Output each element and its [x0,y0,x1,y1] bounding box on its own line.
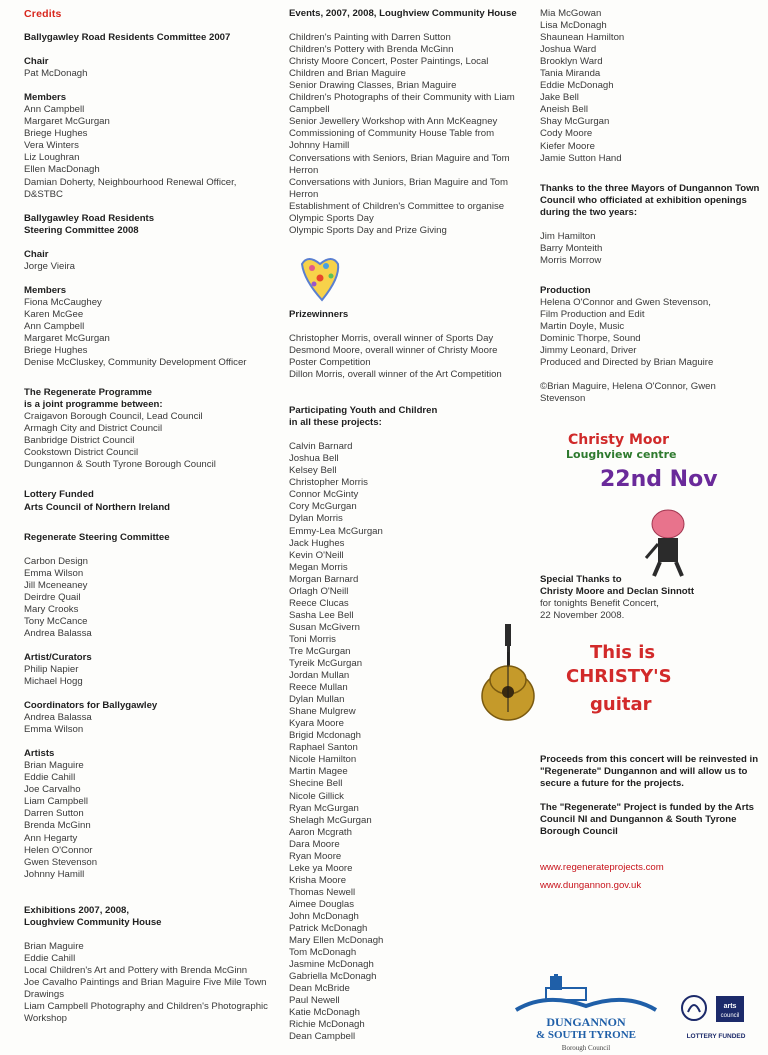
list-item: Morgan Barnard [289,573,359,585]
list-item: Cory McGurgan [289,501,357,513]
guitar-caption-2: CHRISTY'S [566,666,672,687]
members-list [24,104,270,200]
list-item: Eddie Cahill [24,772,76,784]
list-item: Children's Pottery with Brenda McGinn [289,44,454,56]
list-item: Jill Mceneaney [24,579,88,591]
steering-heading-1: Ballygawley Road Residents [24,212,155,224]
list-item: Joe Carvalho [24,784,81,796]
list-item: Desmond Moore, overall winner of Christy Moore Poster Competition [289,344,498,368]
list-item: Shecine Bell [289,778,343,790]
list-item: Dillon Morris, overall winner of the Art Competition [289,369,502,381]
chair-name: Pat McDonagh [24,68,88,80]
list-item: Produced and Directed by Brian Maguire [540,357,714,369]
list-item: Darren Sutton [24,808,84,820]
copyright-text: ©Brian Maguire, Helena O'Connor, Gwen Stevenson [540,381,716,405]
special-thanks-block [540,574,762,622]
artist-curators-heading: Artist/Curators [24,651,92,663]
list-item: Paul Newell [289,995,340,1007]
members-label: Members [24,92,67,104]
list-item: Children's Painting with Darren Sutton [289,32,451,44]
list-item: Deirdre Quail [24,591,81,603]
list-item: Local Children's Art and Pottery with Brenda McGinn [24,964,248,976]
list-item: Calvin Barnard [289,441,353,453]
members2-list [24,297,270,369]
list-item: Craigavon Borough Council, Lead Council [24,411,203,423]
credits-heading: Credits [24,8,62,20]
list-item: Nicole Gillick [289,790,344,802]
lottery-arts-council-logo [678,990,754,1044]
list-item: Christy Moore Concert, Poster Paintings, Local Children and Brian Maguire [289,56,489,80]
list-item: Emma Wilson [24,567,84,579]
dungannon-text: DUNGANNON [546,1015,626,1029]
list-item: Olympic Sports Day and Prize Giving [289,224,447,236]
list-item: Ellen MacDonagh [24,164,100,176]
list-item: Film Production and Edit [540,308,645,320]
list-item: Jamie Sutton Hand [540,152,622,164]
list-item: Christopher Morris [289,477,368,489]
regen-steering-list [24,556,270,640]
list-item: Liz Loughran [24,152,80,164]
list-item: Liam Campbell Photography and Children's Photographic Workshop [24,1001,268,1025]
list-item: Dean McBride [289,983,350,995]
column-right [540,8,762,405]
list-item: Margaret McGurgan [24,332,110,344]
artist-curators-list [24,664,270,688]
list-item: Commissioning of Community House Table from Johnny Hamill [289,128,495,152]
list-item: Lisa McDonagh [540,20,607,32]
list-item: Richie McDonagh [289,1019,365,1031]
list-item: Joshua Bell [289,453,339,465]
list-item: Dylan Morris [289,513,343,525]
list-item: Jimmy Leonard, Driver [540,345,637,357]
list-item: Martin Doyle, Music [540,321,625,333]
list-item: Ryan Moore [289,850,342,862]
list-item: Patrick McDonagh [289,923,368,935]
list-item: Vera Winters [24,140,79,152]
list-item: Kelsey Bell [289,465,337,477]
list-item: Damian Doherty, Neighbourhood Renewal Officer, D&STBC [24,176,237,200]
special-thanks-heading-2: Christy Moore and Declan Sinnott [540,586,695,598]
dungannon-link[interactable]: www.dungannon.gov.uk [540,880,642,892]
concert-poster-drawing [560,428,768,500]
arts-text: arts [723,1003,737,1010]
list-item: Jasmine McDonagh [289,959,374,971]
guitar-caption-3: guitar [590,694,652,715]
prizewinners-heading: Prizewinners [289,308,349,320]
chair2-label: Chair [24,248,49,260]
list-item: Jordan Mullan [289,670,350,682]
proceeds-text: Proceeds from this concert will be reinvested in "Regenerate" Dungannon and will allow us to secure a future for the projects. [540,754,759,790]
exhibitions-heading-1: Exhibitions 2007, 2008, [24,904,130,916]
list-item: Reece Clucas [289,597,349,609]
poster-line-2: Loughview centre [566,448,677,461]
list-item: Mary Ellen McDonagh [289,935,384,947]
list-item: Shaunean Hamilton [540,32,625,44]
list-item: Establishment of Children's Committee to organise Olympic Sports Day [289,200,505,224]
regenerate-link[interactable]: www.regenerateprojects.com [540,862,664,874]
list-item: Katie McDonagh [289,1007,360,1019]
list-item: Shane Mulgrew [289,706,356,718]
list-item: Tyreik McGurgan [289,658,363,670]
south-tyrone-text: & SOUTH TYRONE [535,1029,637,1041]
list-item: Gwen Stevenson [24,856,98,868]
list-item: Thomas Newell [289,886,356,898]
list-item: Kyara Moore [289,718,344,730]
programme-heading-2: is a joint programme between: [24,399,163,411]
production-heading: Production [540,284,591,296]
list-item: Helen O'Connor [24,844,93,856]
list-item: Jack Hughes [289,537,345,549]
coordinators-heading: Coordinators for Ballygawley [24,700,158,712]
list-item: Helena O'Connor and Gwen Stevenson, [540,296,711,308]
list-item: Aaron Mcgrath [289,826,352,838]
list-item: Christopher Morris, overall winner of Sports Day [289,332,494,344]
exhibitions-list [24,941,270,1025]
funded-text: The "Regenerate" Project is funded by the Arts Council NI and Dungannon & South Tyrone Borough Council [540,802,754,838]
list-item: Tony McCance [24,615,88,627]
list-item: Toni Morris [289,633,336,645]
events-heading: Events, 2007, 2008, Loughview Community House [289,8,517,19]
list-item: Dominic Thorpe, Sound [540,333,641,345]
list-item: Ann Campbell [24,104,85,116]
chair-label: Chair [24,56,49,68]
special-thanks-text-2: 22 November 2008. [540,610,625,622]
list-item: Jim Hamilton [540,230,596,242]
list-item: Brenda McGinn [24,820,91,832]
production-list [540,297,762,369]
list-item: Brooklyn Ward [540,56,603,68]
list-item: Brian Maguire [24,760,84,772]
regen-steering-heading: Regenerate Steering Committee [24,531,170,543]
list-item: Aneish Bell [540,104,588,116]
chair2-name: Jorge Vieira [24,260,76,272]
list-item: Jake Bell [540,92,579,104]
list-item: Banbridge District Council [24,435,135,447]
list-item: Michael Hogg [24,676,83,688]
list-item: Ryan McGurgan [289,802,359,814]
list-item: Senior Drawing Classes, Brian Maguire [289,80,457,92]
mayors-heading: Thanks to the three Mayors of Dungannon Town Council who officiated at exhibition openings during the two years: [540,182,760,218]
list-item: Philip Napier [24,663,79,675]
list-item: Briege Hughes [24,128,88,140]
list-item: Kevin O'Neill [289,549,344,561]
list-item: Mary Crooks [24,603,79,615]
artists-heading: Artists [24,748,55,760]
list-item: Reece Mullan [289,682,348,694]
list-item: Emma Wilson [24,724,84,736]
heart-drawing-icon [298,256,342,304]
list-item: Liam Campbell [24,796,88,808]
poster-line-3: 22nd Nov [600,467,718,492]
events-list [289,32,525,237]
poster-line-1: Christy Moor [568,432,670,448]
guitar-caption-1: This is [590,642,656,663]
list-item: Shelagh McGurgan [289,814,372,826]
list-item: Cookstown District Council [24,447,139,459]
list-item: Tom McDonagh [289,947,357,959]
list-item: Joe Cavalho Paintings and Brian Maguire Five Mile Town Drawings [24,976,267,1000]
list-item: Leke ya Moore [289,862,353,874]
list-item: Megan Morris [289,561,348,573]
column-left [24,8,270,1025]
coordinators-list [24,712,270,736]
council-text: council [720,1013,740,1019]
lottery-heading-1: Lottery Funded [24,489,94,501]
list-item: Krisha Moore [289,874,347,886]
lottery-heading-2: Arts Council of Northern Ireland [24,501,171,513]
list-item: Martin Magee [289,766,348,778]
special-thanks-heading-1: Special Thanks to [540,574,622,585]
guitar-drawing-icon [472,622,544,722]
list-item: Emmy-Lea McGurgan [289,525,383,537]
exhibitions-heading-2: Loughview Community House [24,916,162,928]
list-item: Eddie Cahill [24,952,76,964]
list-item: Nicole Hamilton [289,754,357,766]
lottery-funded-text: LOTTERY FUNDED [686,1033,746,1040]
list-item: Orlagh O'Neill [289,585,349,597]
list-item: Dungannon & South Tyrone Borough Council [24,459,216,471]
list-item: Joshua Ward [540,44,597,56]
proceeds-block [540,754,762,892]
dungannon-council-logo [506,970,666,1054]
list-item: Karen McGee [24,308,84,320]
list-item: Conversations with Seniors, Brian Maguire and Tom Herron [289,152,510,176]
list-item: Armagh City and District Council [24,423,163,435]
list-item: Senior Jewellery Workshop with Ann McKeagney [289,116,498,128]
special-thanks-text-1: for tonights Benefit Concert, [540,598,659,610]
christy-figure-drawing [640,508,692,580]
list-item: Cody Moore [540,128,593,140]
prizewinners-list [289,333,525,381]
list-item: Fiona McCaughey [24,296,102,308]
list-item: Dara Moore [289,838,340,850]
residents-committee-heading: Ballygawley Road Residents Committee 2007 [24,32,231,44]
list-item: Dean Campbell [289,1031,356,1043]
list-item: Kiefer Moore [540,140,595,152]
list-item: Connor McGinty [289,489,359,501]
artists-list [24,760,270,880]
list-item: Sasha Lee Bell [289,609,354,621]
list-item: Andrea Balassa [24,712,92,724]
list-item: Eddie McDonagh [540,80,614,92]
list-item: Johnny Hamill [24,868,85,880]
list-item: Briege Hughes [24,345,88,357]
list-item: Aimee Douglas [289,898,355,910]
list-item: Gabriella McDonagh [289,971,377,983]
list-item: Shay McGurgan [540,116,610,128]
list-item: Barry Monteith [540,242,603,254]
list-item: Tania Miranda [540,68,601,80]
councils-list [24,411,270,471]
list-item: Dylan Mullan [289,694,345,706]
list-item: Children's Photographs of their Community with Liam Campbell [289,92,515,116]
participants-continued-list [540,8,762,165]
borough-council-text: Borough Council [561,1044,611,1052]
list-item: Mia McGowan [540,8,602,19]
steering-heading-2: Steering Committee 2008 [24,224,139,236]
list-item: Brian Maguire [24,940,84,952]
programme-heading-1: The Regenerate Programme [24,387,152,399]
list-item: Andrea Balassa [24,627,92,639]
participating-heading-2: in all these projects: [289,417,382,429]
participants-list [289,441,525,1043]
list-item: Margaret McGurgan [24,116,110,128]
list-item: Tre McGurgan [289,645,351,657]
list-item: Ann Hegarty [24,832,78,844]
list-item: Raphael Santon [289,742,358,754]
list-item: Susan McGivern [289,621,360,633]
list-item: Morris Morrow [540,254,602,266]
list-item: Brigid Mcdonagh [289,730,361,742]
list-item: Ann Campbell [24,320,85,332]
members2-label: Members [24,284,67,296]
participating-heading-1: Participating Youth and Children [289,405,438,417]
list-item: Carbon Design [24,555,88,567]
list-item: Conversations with Juniors, Brian Maguire and Tom Herron [289,176,508,200]
column-middle [289,8,525,1044]
christys-guitar-caption-drawing [560,634,720,720]
list-item: John McDonagh [289,911,359,922]
list-item: Denise McCluskey, Community Development Officer [24,357,247,369]
mayors-list [540,231,762,267]
